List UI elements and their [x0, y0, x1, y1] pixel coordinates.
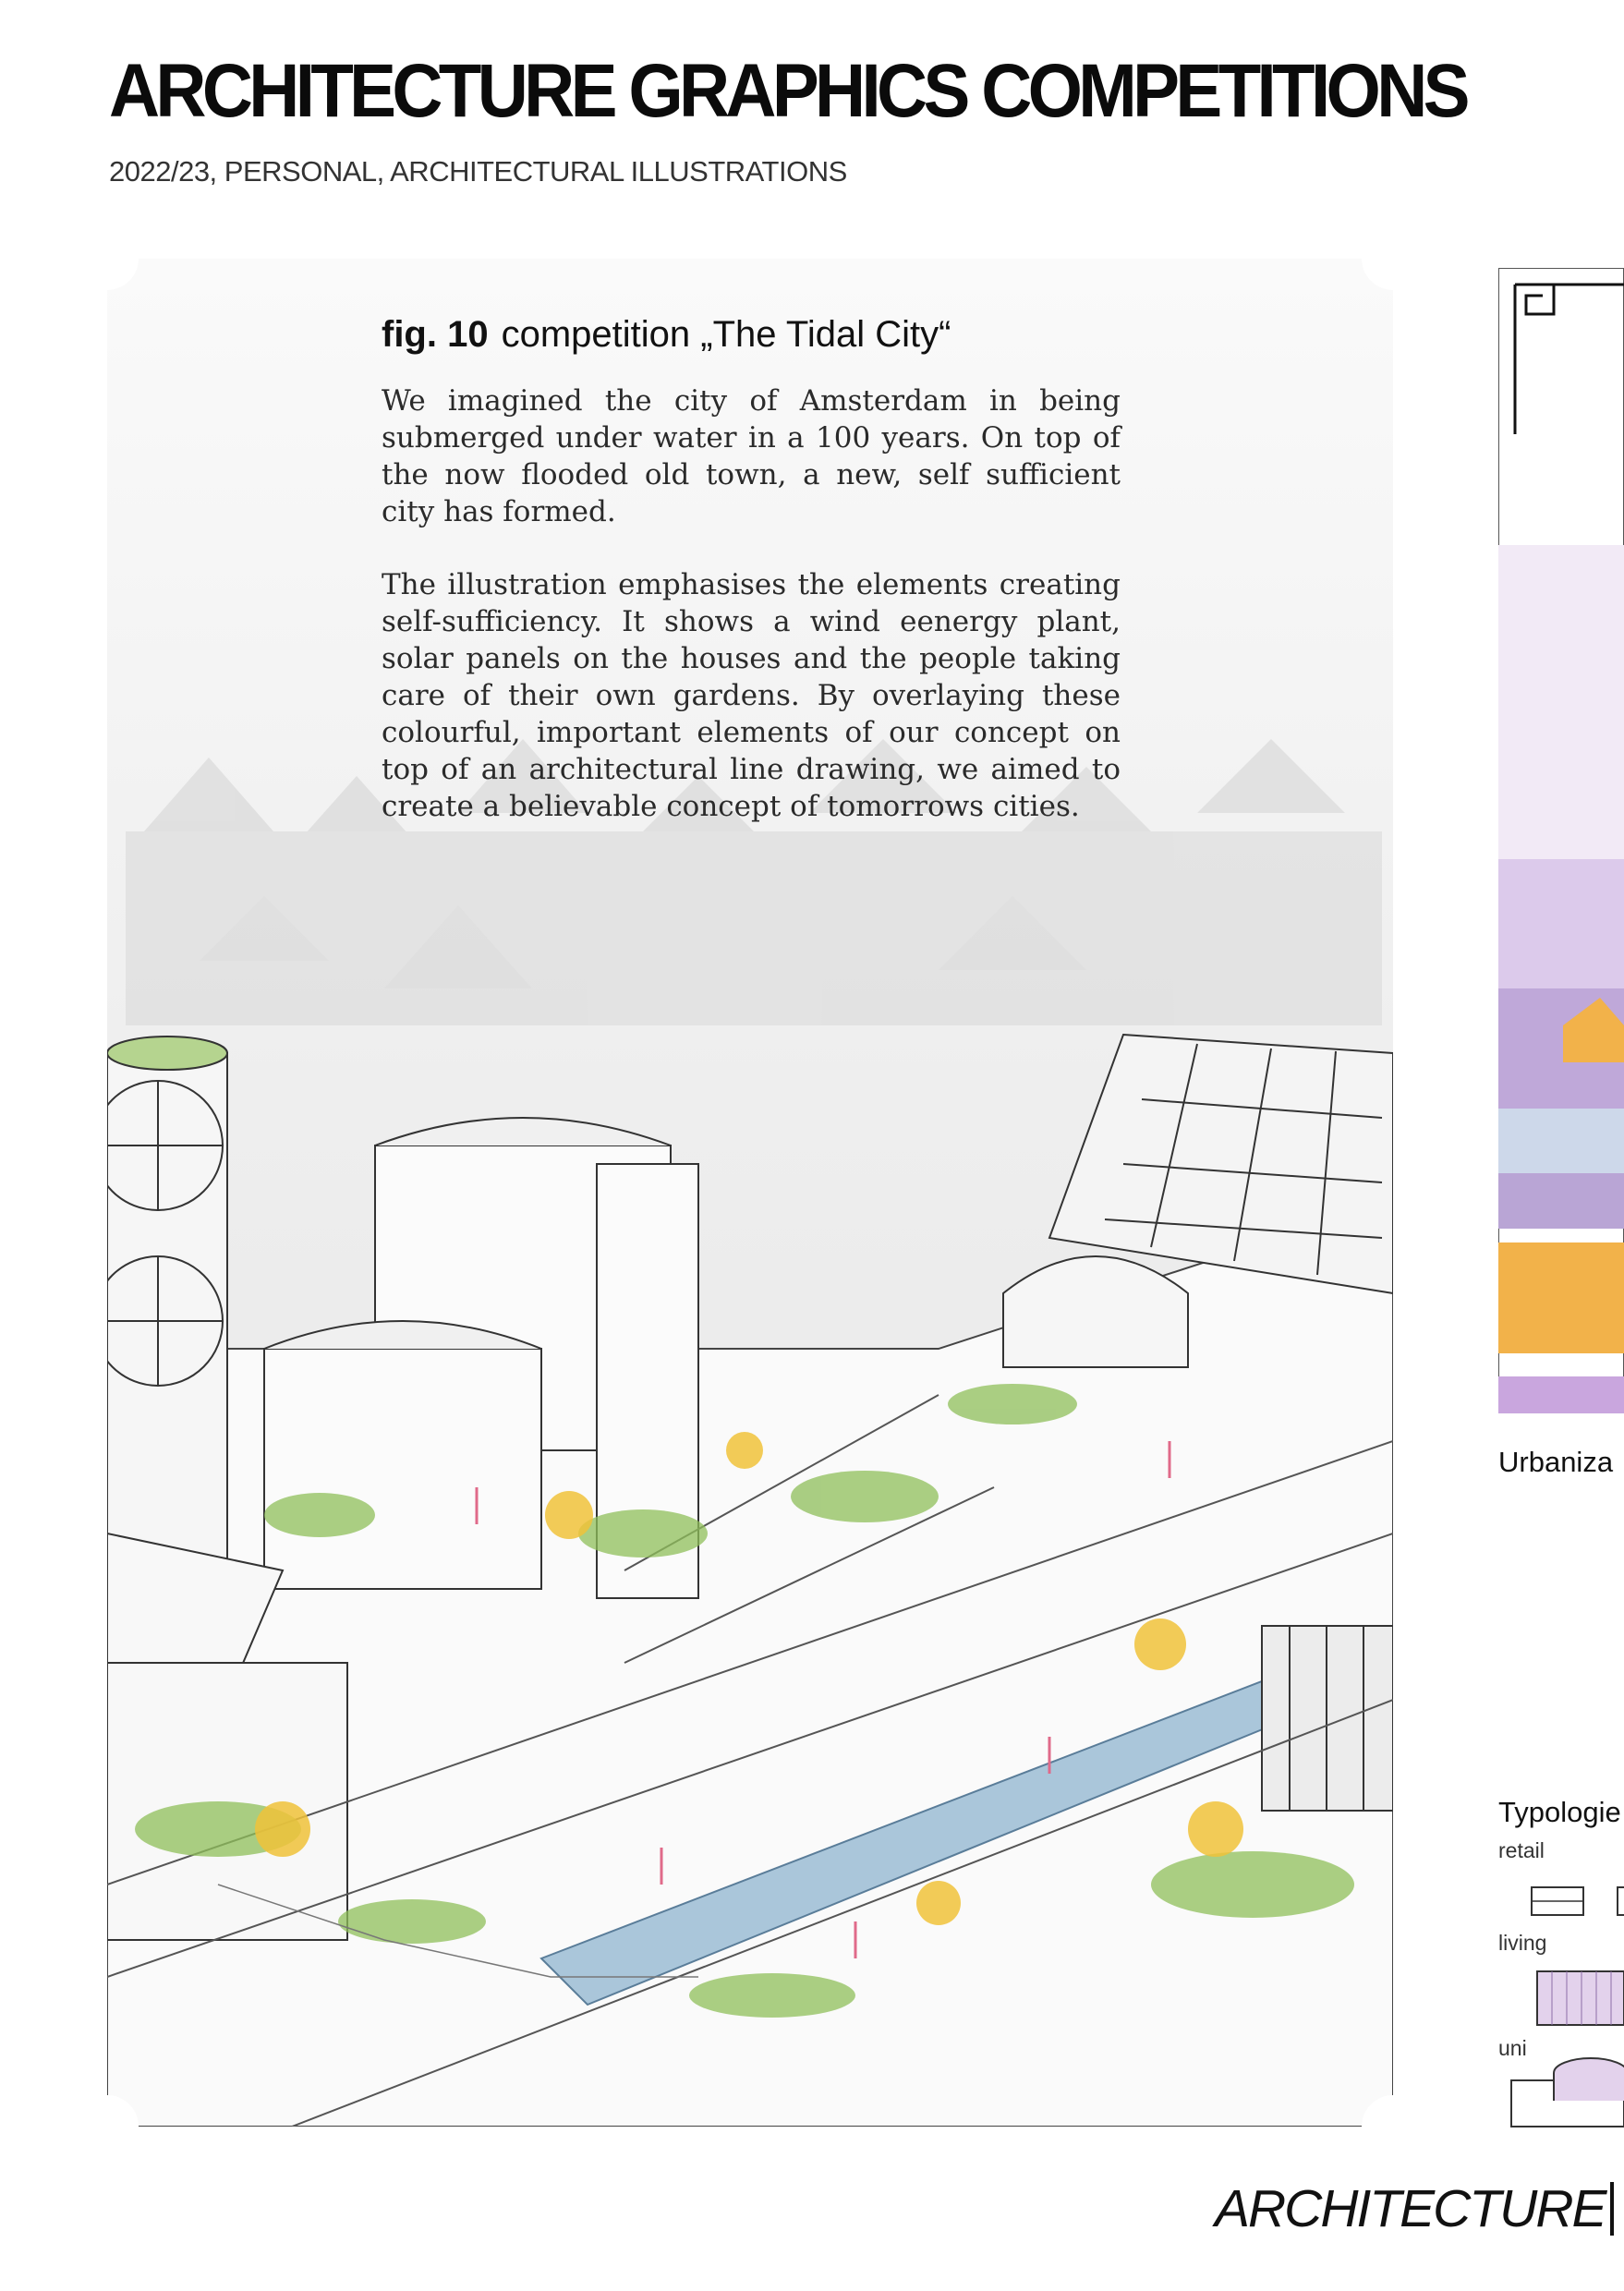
- glass-building: [1262, 1626, 1393, 1811]
- typology-label-living: living: [1498, 1931, 1547, 1955]
- tidal-city-illustration: [107, 259, 1393, 2127]
- wind-turbine: [107, 1036, 227, 1570]
- description-paragraph-1: We imagined the city of Amsterdam in being submerged under water in a 100 years. On top of the now flooded old town, a new, self sufficient city has formed.: [382, 384, 1121, 528]
- retail-typology-icon: [1529, 1885, 1624, 1921]
- footer-section-label: ARCHITECTURE: [1215, 2179, 1606, 2238]
- right-heading-urbanization: Urbaniza: [1498, 1446, 1614, 1478]
- adjacent-illustration: [1498, 268, 1624, 1413]
- figure-caption-text: competition „The Tidal City“: [501, 314, 951, 355]
- footer-divider: [1610, 2182, 1614, 2236]
- living-typology-icon: [1533, 1968, 1624, 2029]
- figure-caption: [382, 314, 951, 356]
- adjacent-illustration-art: [1498, 268, 1624, 1413]
- description-paragraph-2: The illustration emphasises the elements creating self-sufficiency. It shows a wind eenergy plant, solar panels on the houses and the people taking care of their own gardens. By overlaying these colourful, important elements of our concept on top of an architectural line drawing, we aimed to create a believable concept of tomorrows cities.: [382, 568, 1121, 823]
- uni-typology-icon: [1508, 2043, 1624, 2132]
- right-heading-typologies: Typologie: [1498, 1796, 1621, 1828]
- illustration-card: [107, 259, 1393, 2127]
- typology-label-uni: uni: [1498, 2036, 1527, 2060]
- typology-label-retail: retail: [1498, 1838, 1545, 1862]
- page-subtitle: 2022/23, PERSONAL, ARCHITECTURAL ILLUSTRATIONS: [109, 155, 847, 188]
- figure-number: fig. 10: [382, 314, 489, 355]
- page-title: ARCHITECTURE GRAPHICS COMPETITIONS: [109, 49, 1466, 133]
